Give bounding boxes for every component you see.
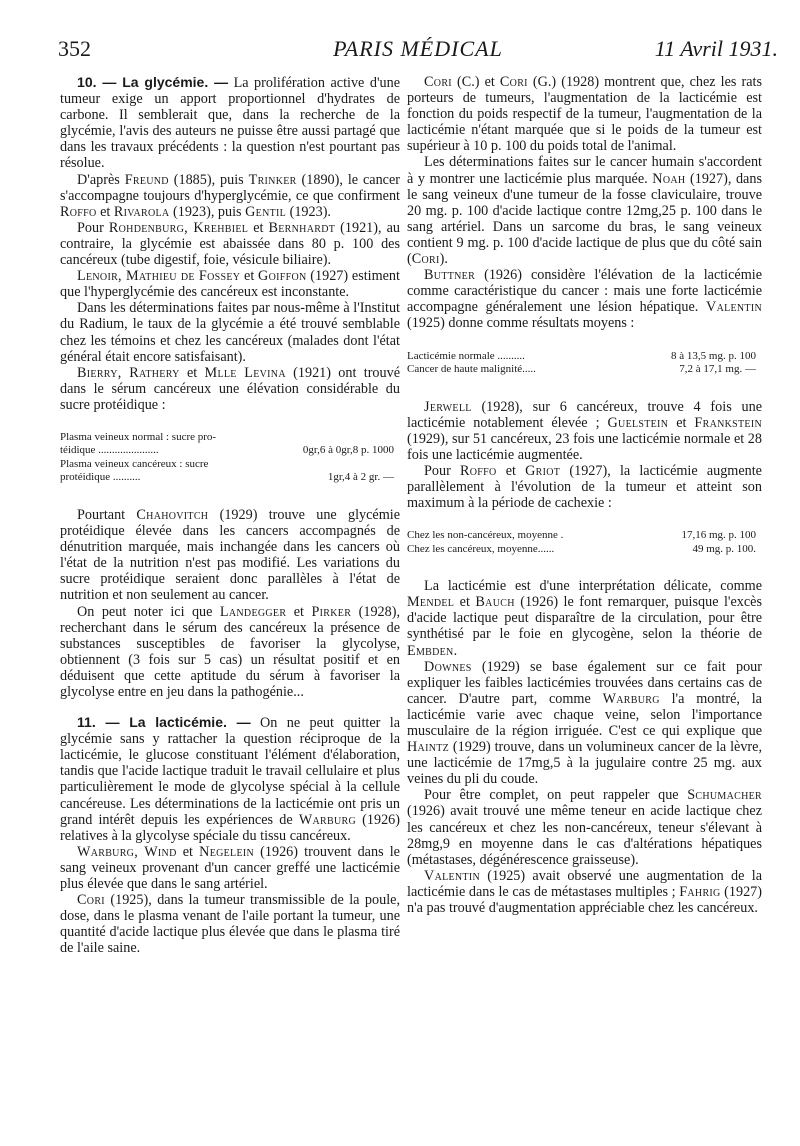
paragraph: La lacticémie est d'une interprétation délicate, comme Mendel et Bauch (1926) le font remarquer, puisque l'excès d'acide lactique peut disparaître de la circulation, pour être synthétisé par le foie en glycogène, selon la théorie de Embden. — [407, 578, 762, 659]
paragraph: 11. — La lacticémie. — On ne peut quitter la glycémie sans y rattacher la question réciproque de la lacticémie, le glucose constituant l'élément d'élaboration, tandis que l'acide lactique traduit le travail cellulaire et plus particulièrement le mode de glycolyse spécial à la cellule cancéreuse. Les déterminations de la lacticémie ont pris un grand intérêt depuis les expériences de Warburg (1926) relatives à la glycolyse spéciale du tissu cancéreux. — [60, 714, 401, 844]
paragraph: Warburg, Wind et Negelein (1926) trouvent dans le sang veineux provenant d'un cancer greffé une lacticémie plus élevée que dans le sang artériel. — [60, 843, 400, 893]
paragraph: On peut noter ici que Landegger et Pirker (1928), recherchant dans le sérum des cancéreux la présence de substances susceptibles de favoriser la glycolyse, obtiennent (3 fois sur 5 cas) un résultat positif et en déduisent que cette aptitude du sérum à favoriser la glycolyse entre en jeu dans la pathogénie... — [60, 603, 401, 700]
lactic-table-roffo — [407, 529, 762, 556]
paragraph: Jerwell (1928), sur 6 cancéreux, trouve 4 fois une lacticémie notablement élevée ; Guelstein et Frankstein (1929), sur 51 cancéreux, 23 fois une lacticémie normale et 28 fois une lacticémie augmentée. — [407, 398, 762, 463]
lactic-table-valentin — [407, 350, 762, 377]
paragraph: Lenoir, Mathieu de Fossey et Goiffon (1927) estiment que l'hyperglycémie des cancéreux est inconstante. — [60, 268, 400, 301]
table-row: Chez les cancéreux, moyenne...... 49 mg. p. 100. — [407, 542, 756, 555]
paragraph: Dans les déterminations faites par nous-même à l'Institut du Radium, le taux de la glycémie a été trouvé semblable chez les témoins et chez les cancéreux (malades dont l'état général était encore satisfaisant). — [60, 300, 400, 365]
table-row: Lacticémie normale .......... 8 à 13,5 mg. p. 100 — [407, 349, 756, 362]
paragraph: 10. — La glycémie. — La prolifération active d'une tumeur exige un apport proportionnel d'hydrates de carbone. Il semblerait que, dans la recherche de la glycémie, l'avis des auteurs ne puisse être aussi partagé que dans les travaux précédents : la question n'est pourtant pas résolue. — [60, 74, 400, 172]
paragraph: Cori (C.) et Cori (G.) (1928) montrent que, chez les rats porteurs de tumeurs, l'augmentation de la lacticémie est fonction du poids respectif de la tumeur, l'augmentation de la lacticémie n'étant marquée que si le poids de la tumeur est supérieur à 10 p. 100 du poids total de l'animal. — [407, 74, 762, 155]
paragraph: Valentin (1925) avait observé une augmentation de la lacticémie dans le cas de métastases multiples ; Fahrig (1927) n'a pas trouvé d'augmentation appréciable chez les cancéreux. — [407, 867, 762, 917]
table-row: téidique ...................... 0gr,6 à 0gr,8 p. 1000 — [60, 444, 394, 457]
page-header — [58, 36, 778, 70]
section-heading: 10. — La glycémie. — — [77, 74, 229, 90]
paragraph: Pour Rohdenburg, Krehbiel et Bernhardt (1921), au contraire, la glycémie est abaissée dans 80 p. 100 des cancéreux (tube digestif, foie, vésicule biliaire). — [60, 219, 400, 269]
paragraph: Cori (1925), dans la tumeur transmissible de la poule, dose, dans le plasma venant de l'aile portant la tumeur, une quantité d'acide lactique plus élevée que dans le plasma tiré de l'aile saine. — [60, 892, 400, 957]
paragraph: Les déterminations faites sur le cancer humain s'accordent à y montrer une lacticémie plus marquée. Noah (1927), dans le sang veineux d'une tumeur de la fosse claviculaire, trouve 20 mg. p. 100 d'acide lactique contre 12mg,25 p. 100 dans le sang artériel. Dans un sarcome du bras, le sang veineux contient 9 mg. p. 100 d'acide lactique de plus que du côté sain (Cori). — [407, 154, 762, 268]
paragraph: Bierry, Rathery et Mlle Levina (1921) ont trouvé dans le sérum cancéreux une élévation considérable du sucre protéidique : — [60, 364, 400, 413]
paragraph: Pour Roffo et Griot (1927), la lacticémie augmente parallèlement à l'évolution de la tumeur et atteint son maximum à la période de cachexie : — [407, 462, 762, 512]
table-row: protéidique .......... 1gr,4 à 2 gr. — — [60, 471, 394, 484]
journal-title: PARIS MÉDICAL — [333, 36, 503, 61]
paragraph: Downes (1929) se base également sur ce fait pour expliquer les faibles lacticémies trouvées dans certains cas de cancer. D'autre part, comme Warburg l'a montré, la lacticémie varie avec chaque veine, selon l'importance musculaire de la région irriguée. C'est ce qui explique que Haintz (1929) trouve, dans un volumineux cancer de la lèvre, une lacticémie de 17mg,5 à la jugulaire contre 25 mg. aux veines du pli du coude. — [407, 658, 762, 788]
left-column — [60, 74, 400, 957]
paragraph: Buttner (1926) considère l'élévation de la lacticémie comme caractéristique du cancer : mais une forte lacticémie accompagne généralement une lésion hépatique. Valentin (1925) donne comme résultats moyens : — [407, 267, 762, 332]
table-row: Plasma veineux cancéreux : sucre — [60, 457, 209, 470]
paragraph: D'après Freund (1885), puis Trinker (1890), le cancer s'accompagne toujours d'hyperglycémie, ce que confirment Roffo et Rivarola (1923), puis Gentil (1923). — [60, 171, 400, 220]
table-row: Chez les non-cancéreux, moyenne . 17,16 mg. p. 100 — [407, 529, 756, 542]
paragraph: Pour être complet, on peut rappeler que Schumacher (1926) avait trouvé une même teneur en acide lactique chez les cancéreux et chez les non-cancéreux, teneur s'élevant à 28mg,9 en moyenne dans le cas d'altérations hépatiques (métastases, dégénérescence graisseuse). — [407, 787, 762, 868]
sugar-table — [60, 431, 400, 485]
table-row: Plasma veineux normal : sucre pro- — [60, 430, 217, 443]
right-column — [407, 74, 762, 916]
paragraph: Pourtant Chahovitch (1929) trouve une glycémie protéidique élevée dans les cancers accompagnés de dénutrition marquée, mais inchangée dans les cancers où l'état de la nutrition n'est pas modifié. Les variations du sucre protéidique seraient donc parallèles à l'état de nutrition et non seulement au cancer. — [60, 506, 401, 604]
page-number: 352 — [58, 36, 91, 61]
issue-date: 11 Avril 1931. — [654, 36, 778, 61]
section-heading: 11. — La lacticémie. — — [77, 714, 251, 731]
table-row: Cancer de haute malignité..... 7,2 à 17,1 mg. — — [407, 363, 756, 375]
